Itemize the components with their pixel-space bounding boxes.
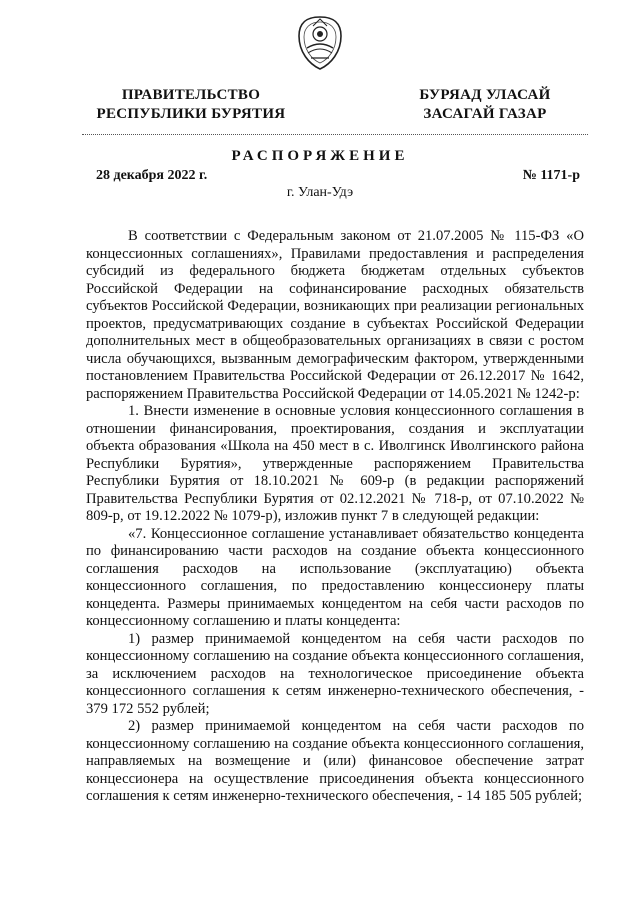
header-divider <box>82 134 588 135</box>
header-right-line1: БУРЯАД УЛАСАЙ <box>419 87 551 103</box>
header-left-line2: РЕСПУБЛИКИ БУРЯТИЯ <box>96 106 286 122</box>
body-paragraph: «7. Концессионное соглашение устанавливает обязательство концедента по финансированию части расходов на создание объекта концессионного соглашения расходов на использование (эксплуатацию) объекта концессионного соглашения, по предоставлению концессионеру платы концедента. Размеры принимаемых концедентом на себя части расходов по концессионному соглашению и платы концедента: <box>86 525 584 629</box>
coat-of-arms-emblem <box>295 14 345 72</box>
document-title: РАСПОРЯЖЕНИЕ <box>231 148 409 164</box>
body-paragraph: В соответствии с Федеральным законом от 21.07.2005 № 115-ФЗ «О концессионных соглашениях», Правилами предоставления и распределения субсидий из федерального бюджета бюджетам отдельных субъектов Российской Федерации на софинансирование расходных обязательств субъектов Российской Федерации, возникающих при реализации региональных проектов, предусматривающих создание в субъектах Российской Федерации дополнительных мест в общеобразовательных организациях в связи с ростом числа обучающихся, вызванным демографическим фактором, утвержденными постановлением Правительства Российской Федерации от 26.12.2017 № 1642, распоряжением Правительства Российской Федерации от 14.05.2021 № 1242-р: <box>86 228 584 402</box>
header-right-line2: ЗАСАГАЙ ГАЗАР <box>423 106 547 122</box>
header-left-line1: ПРАВИТЕЛЬСТВО <box>121 87 261 103</box>
government-name-buryat <box>410 86 560 124</box>
document-number: № 1171-р <box>522 168 580 183</box>
government-name-russian <box>96 86 286 124</box>
document-city: г. Улан-Удэ <box>286 185 354 200</box>
document-date: 28 декабря 2022 г. <box>96 168 208 183</box>
body-paragraph: 1) размер принимаемой концедентом на себя части расходов по концессионному соглашению на создание объекта концессионного соглашения, за исключением расходов на технологическое присоединение объекта концессионного соглашения к сетям инженерно-технического обеспечения, - 379 172 552 рублей; <box>86 630 584 717</box>
body-paragraph: 1. Внести изменение в основные условия концессионного соглашения в отношении финансирования, проектирования, создания и эксплуатации объекта образования «Школа на 450 мест в с. Иволгинск Иволгинского района Республики Бурятия», утвержденные распоряжением Правительства Республики Бурятия от 18.10.2021 № 609-р (в редакции распоряжений Правительства Республики Бурятия от 02.12.2021 № 718-р, от 07.10.2022 № 809-р, от 19.12.2022 № 1079-р), изложив пункт 7 в следующей редакции: <box>86 403 584 524</box>
document-body <box>86 228 584 806</box>
body-paragraph: 2) размер принимаемой концедентом на себя части расходов по концессионному соглашению на создание объекта концессионного соглашения, направляемых на возмещение и (или) финансовое обеспечение затрат концессионера на осуществление присоединения объекта концессионного соглашения к сетям инженерно-технического обеспечения, - 14 185 505 рублей; <box>86 718 584 804</box>
